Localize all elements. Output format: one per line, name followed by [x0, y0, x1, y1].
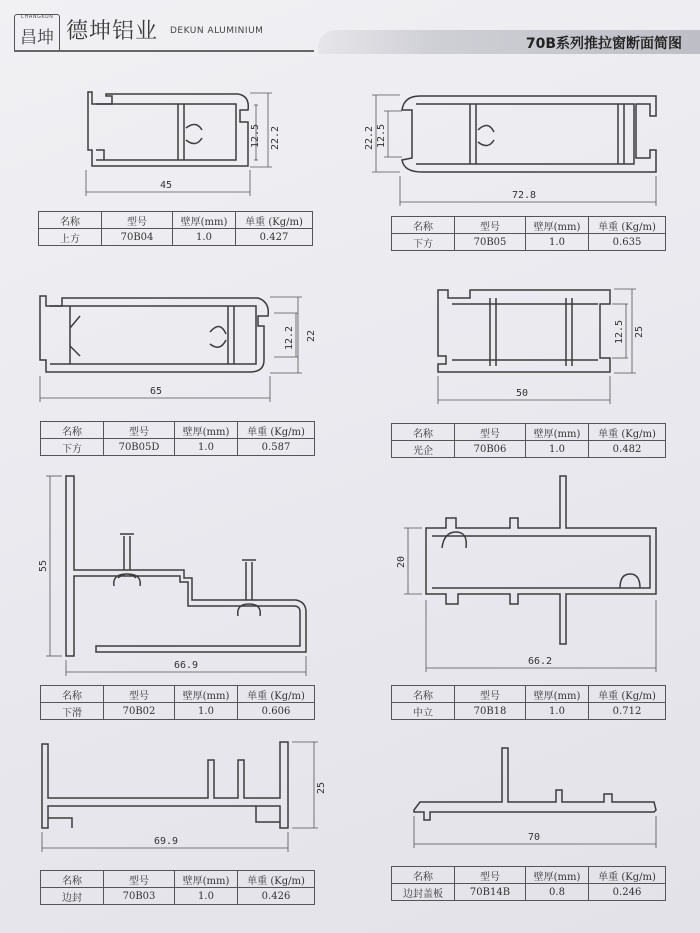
cell-weight: 0.606 [238, 703, 315, 720]
cell-weight: 0.712 [589, 703, 666, 720]
dim-label: 72.8 [512, 190, 537, 201]
cell-thickness: 1.0 [526, 703, 589, 720]
cell-model: 70B14B [455, 884, 526, 901]
dim-label: 12.2 [284, 325, 295, 350]
header-thickness: 壁厚(mm) [173, 212, 236, 229]
cell-name: 光企 [392, 441, 455, 458]
header-name: 名称 [392, 867, 455, 884]
spec-table-70b04 [38, 211, 313, 246]
cell-thickness: 1.0 [526, 441, 589, 458]
header-weight: 单重 (Kg/m) [589, 867, 666, 884]
header-name: 名称 [39, 212, 102, 229]
dim-label: 66.2 [528, 656, 553, 667]
header-model: 型号 [104, 422, 175, 439]
header-weight: 单重 (Kg/m) [238, 422, 315, 439]
profile-drawing-70b04 [86, 92, 272, 196]
header-name: 名称 [392, 217, 455, 234]
header-thickness: 壁厚(mm) [175, 422, 238, 439]
header-thickness: 壁厚(mm) [526, 686, 589, 703]
profile-drawing-70b02 [46, 476, 306, 676]
dim-label: 55 [38, 559, 49, 572]
cell-weight: 0.587 [238, 439, 315, 456]
cell-model: 70B03 [104, 888, 175, 905]
cell-name: 边封 [41, 888, 104, 905]
dim-label: 22.2 [270, 125, 281, 150]
cell-model: 70B05D [104, 439, 175, 456]
cell-thickness: 1.0 [175, 703, 238, 720]
profile-drawing-70b05d [40, 296, 302, 402]
profile-drawing-70b03 [42, 742, 318, 852]
header-name: 名称 [41, 871, 104, 888]
logo-cn-text: 昌坤 [20, 28, 54, 48]
header-model: 型号 [455, 217, 526, 234]
dim-label: 12.5 [250, 123, 261, 148]
profile-drawing-70b06 [438, 289, 636, 404]
dim-label: 45 [160, 180, 173, 191]
header-thickness: 壁厚(mm) [526, 867, 589, 884]
header-thickness: 壁厚(mm) [175, 686, 238, 703]
header-model: 型号 [102, 212, 173, 229]
cell-weight: 0.426 [238, 888, 315, 905]
page-title: 70B系列推拉窗断面简图 [525, 36, 682, 52]
header-model: 型号 [455, 424, 526, 441]
dim-label: 65 [150, 386, 163, 397]
spec-table-70b05 [391, 216, 666, 251]
cell-model: 70B04 [102, 229, 173, 246]
cell-weight: 0.246 [589, 884, 666, 901]
cell-weight: 0.427 [236, 229, 313, 246]
cell-model: 70B05 [455, 234, 526, 251]
cell-name: 上方 [39, 229, 102, 246]
dim-label: 70 [528, 832, 541, 843]
header-model: 型号 [455, 867, 526, 884]
dim-label: 20 [396, 555, 407, 568]
header-weight: 单重 (Kg/m) [238, 686, 315, 703]
header-weight: 单重 (Kg/m) [236, 212, 313, 229]
dim-label: 50 [516, 388, 529, 399]
dim-label: 22 [306, 329, 317, 342]
spec-table-70b18 [391, 685, 666, 720]
spec-table-70b06 [391, 423, 666, 458]
cell-model: 70B06 [455, 441, 526, 458]
header-weight: 单重 (Kg/m) [238, 871, 315, 888]
spec-table-70b03 [40, 870, 315, 905]
header-thickness: 壁厚(mm) [175, 871, 238, 888]
dim-label: 25 [316, 781, 327, 794]
profile-drawing-70b18 [404, 476, 656, 672]
logo-en-text: CHANGKUN [20, 14, 54, 20]
cell-model: 70B02 [104, 703, 175, 720]
header-model: 型号 [104, 686, 175, 703]
header-name: 名称 [41, 686, 104, 703]
spec-table-70b14b [391, 866, 666, 901]
cell-thickness: 0.8 [526, 884, 589, 901]
brand-name-en: DEKUN ALUMINIUM [170, 26, 264, 36]
cell-name: 下滑 [41, 703, 104, 720]
dim-label: 12.5 [614, 319, 625, 344]
dim-label: 22.2 [364, 125, 375, 150]
cell-weight: 0.482 [589, 441, 666, 458]
cell-weight: 0.635 [589, 234, 666, 251]
spec-table-70b02 [40, 685, 315, 720]
cell-thickness: 1.0 [526, 234, 589, 251]
header-model: 型号 [455, 686, 526, 703]
dim-label: 69.9 [154, 836, 179, 847]
header-name: 名称 [392, 424, 455, 441]
dim-label: 25 [634, 325, 645, 338]
header-name: 名称 [41, 422, 104, 439]
header-model: 型号 [104, 871, 175, 888]
header-weight: 单重 (Kg/m) [589, 424, 666, 441]
cell-model: 70B18 [455, 703, 526, 720]
dim-label: 12.5 [376, 123, 387, 148]
header-weight: 单重 (Kg/m) [589, 686, 666, 703]
dim-label: 66.9 [174, 660, 199, 671]
cell-name: 下方 [392, 234, 455, 251]
header-weight: 单重 (Kg/m) [589, 217, 666, 234]
header-thickness: 壁厚(mm) [526, 217, 589, 234]
spec-table-70b05d [40, 421, 315, 456]
cell-thickness: 1.0 [175, 888, 238, 905]
cell-thickness: 1.0 [175, 439, 238, 456]
cell-name: 下方 [41, 439, 104, 456]
cell-name: 中立 [392, 703, 455, 720]
cell-name: 边封盖板 [392, 884, 455, 901]
header-thickness: 壁厚(mm) [526, 424, 589, 441]
brand-name-cn: 德坤铝业 [66, 19, 159, 44]
cell-thickness: 1.0 [173, 229, 236, 246]
header-name: 名称 [392, 686, 455, 703]
